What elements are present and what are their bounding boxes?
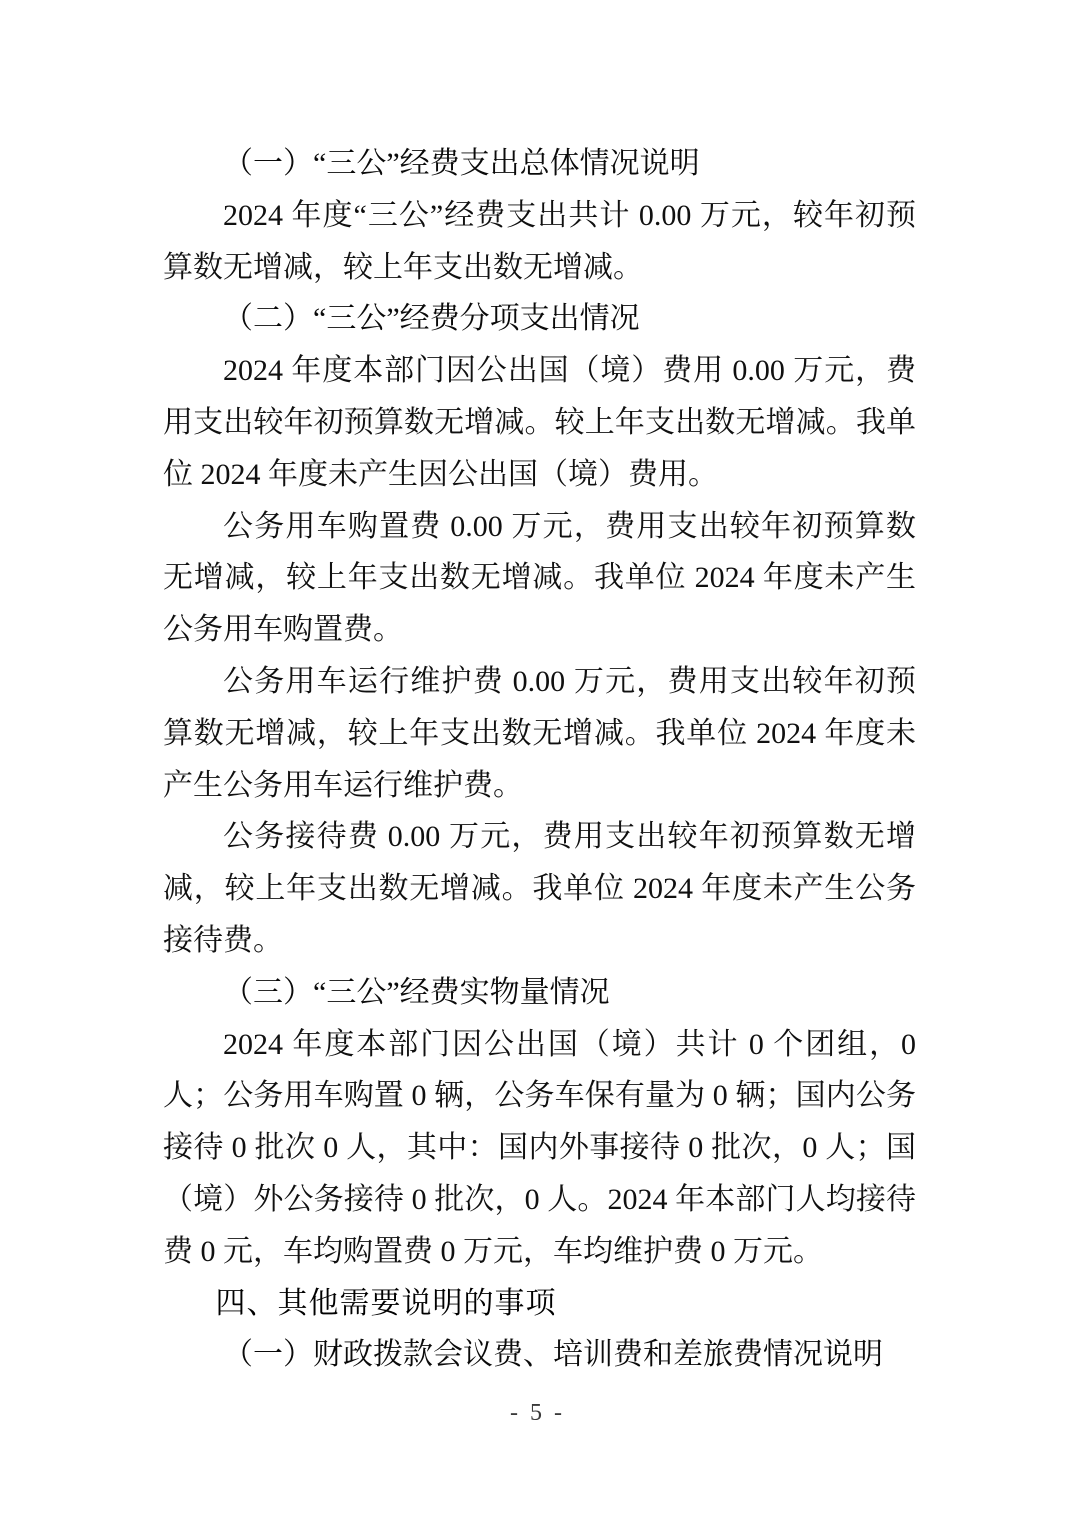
document-content — [163, 138, 916, 1381]
heading-meeting-training-travel: （一）财政拨款会议费、培训费和差旅费情况说明 — [223, 1338, 883, 1372]
heading-sangong-physical: （三）“三公”经费实物量情况 — [223, 975, 610, 1009]
heading-other-matters: 四、其他需要说明的事项 — [215, 1286, 557, 1320]
paragraph-abroad-expense: 2024 年度本部门因公出国（境）费用 0.00 万元，费用支出较年初预算数无增减。较上年支出数无增减。我单位 2024 年度未产生因公出国（境）费用。 — [163, 354, 916, 491]
paragraph-physical-quantities: 2024 年度本部门因公出国（境）共计 0 个团组，0 人；公务用车购置 0 辆，公务车保有量为 0 辆；国内公务接待 0 批次 0 人，其中：国内外事接待 0 批次，0 人；国（境）外公务接待 0 批次，0 人。2024 年本部门人均接待费 0 元，车均购置费 0 万元，车均维护费 0 万元。 — [163, 1027, 916, 1268]
paragraph-sangong-total: 2024 年度“三公”经费支出共计 0.00 万元，较年初预算数无增减，较上年支出数无增减。 — [163, 198, 916, 284]
paragraph-vehicle-maintenance-expense: 公务用车运行维护费 0.00 万元，费用支出较年初预算数无增减，较上年支出数无增减。我单位 2024 年度未产生公务用车运行维护费。 — [163, 664, 916, 802]
page-number: - 5 - — [510, 1400, 565, 1426]
heading-sangong-overall: （一）“三公”经费支出总体情况说明 — [223, 147, 700, 180]
heading-sangong-itemized: （二）“三公”经费分项支出情况 — [223, 302, 640, 336]
paragraph-reception-expense: 公务接待费 0.00 万元，费用支出较年初预算数无增减，较上年支出数无增减。我单位 2024 年度未产生公务接待费。 — [163, 820, 916, 957]
paragraph-vehicle-purchase-expense: 公务用车购置费 0.00 万元，费用支出较年初预算数无增减，较上年支出数无增减。我单位 2024 年度未产生公务用车购置费。 — [163, 509, 916, 647]
